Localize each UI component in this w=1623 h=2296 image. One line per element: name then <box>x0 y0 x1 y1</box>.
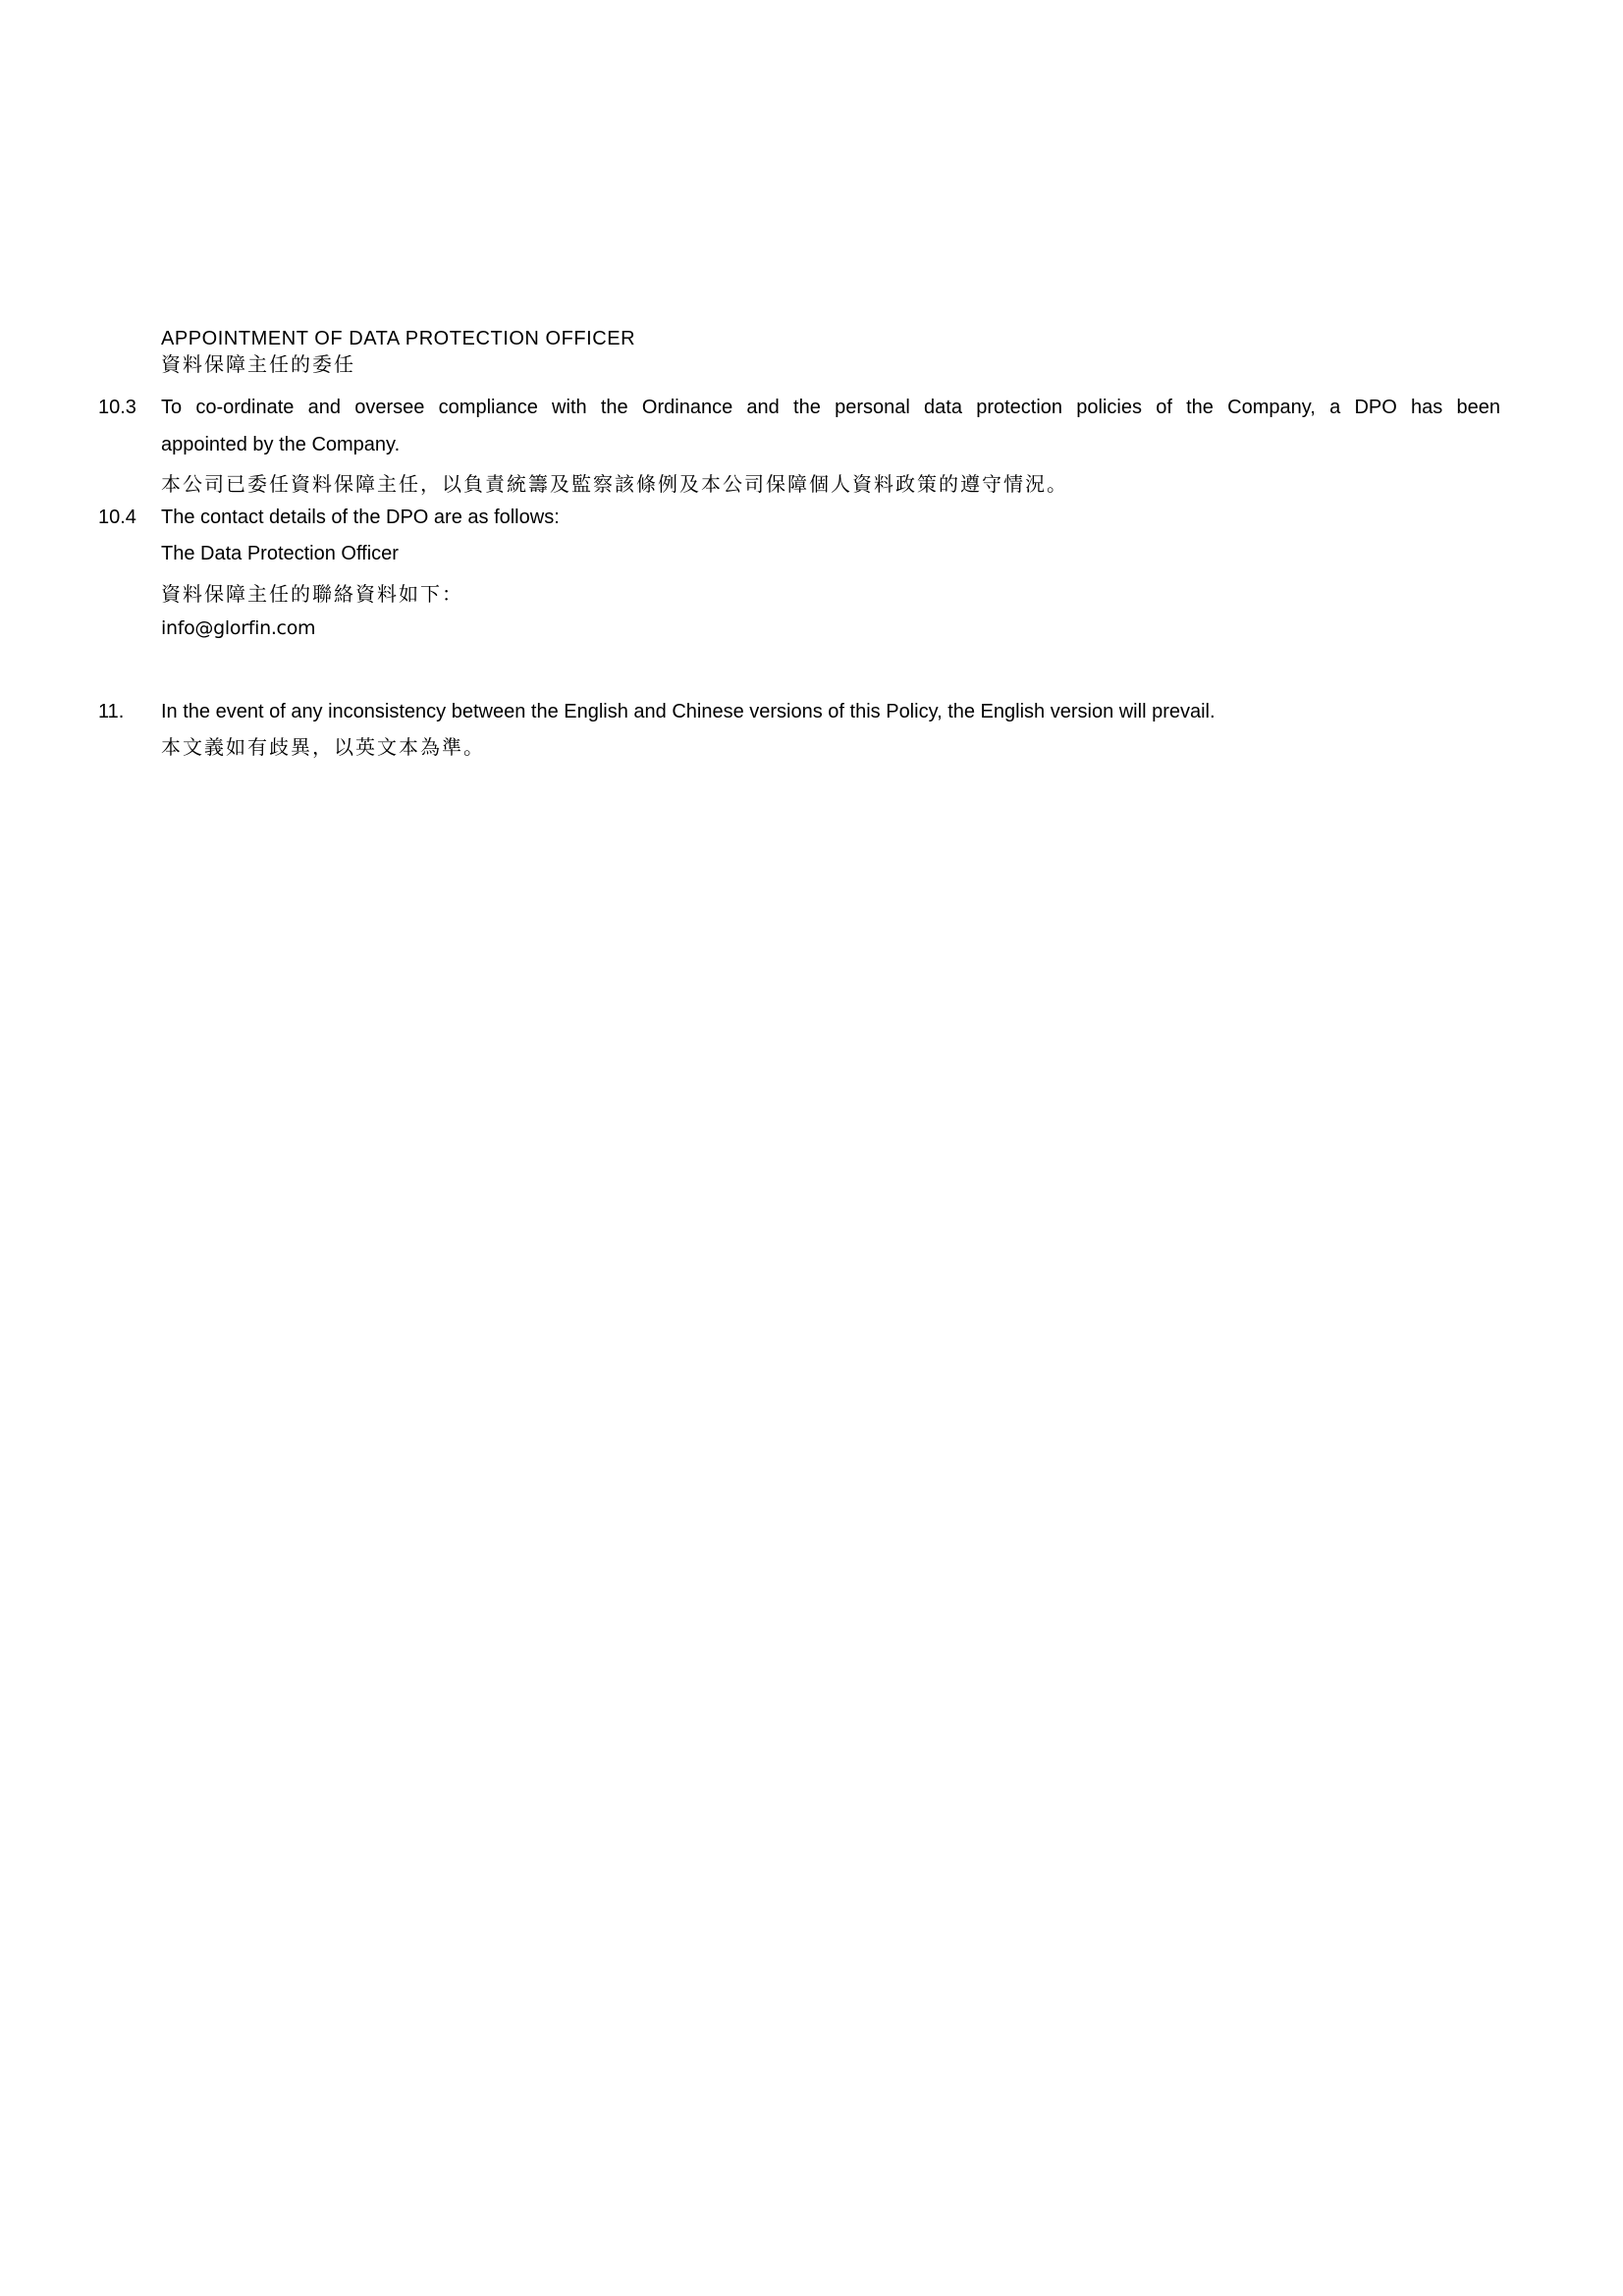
clause-number-10-4: 10.4 <box>98 507 136 528</box>
dpo-contact-title: The Data Protection Officer <box>161 543 399 564</box>
clause-number-11: 11. <box>98 701 125 722</box>
section-heading-zh: 資料保障主任的委任 <box>161 352 355 376</box>
clause-number-10-3: 10.3 <box>98 397 136 418</box>
dpo-email: info@glorfin.com <box>161 617 316 639</box>
clause-11-text: In the event of any inconsistency between the English and Chinese versions of this Policy, the English version will prevail. <box>161 701 1216 722</box>
clause-11-text-zh: 本文義如有歧異，以英文本為準。 <box>161 735 485 759</box>
clause-10-3-text-line2: appointed by the Company. <box>161 434 401 455</box>
clause-10-3-text-line1: To co-ordinate and oversee compliance with the Ordinance and the personal data protection policies of the Company, a DPO has been <box>161 397 1500 418</box>
section-heading-en: APPOINTMENT OF DATA PROTECTION OFFICER <box>161 328 636 349</box>
clause-10-4-text: The contact details of the DPO are as follows: <box>161 507 560 528</box>
clause-10-3-text-zh: 本公司已委任資料保障主任，以負責統籌及監察該條例及本公司保障個人資料政策的遵守情況。 <box>161 472 1068 496</box>
clause-10-4-text-zh: 資料保障主任的聯絡資料如下： <box>161 582 463 606</box>
